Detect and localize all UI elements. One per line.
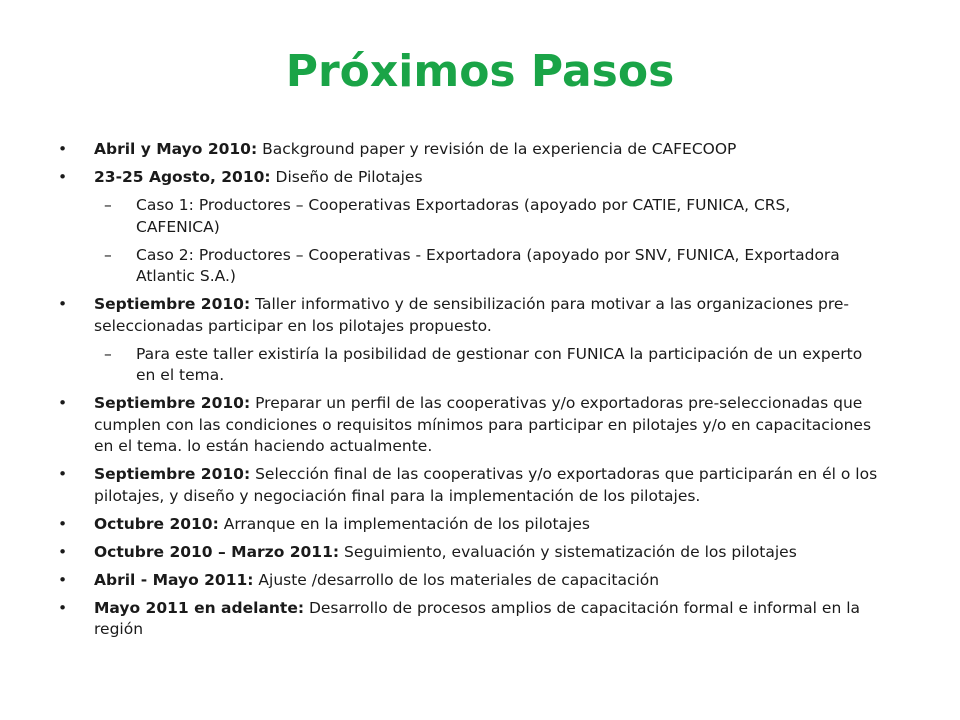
slide-title: Próximos Pasos	[285, 46, 675, 97]
bullet-marker: •	[58, 598, 68, 617]
sub-bullet-item	[58, 195, 878, 238]
bullet-text: Seguimiento, evaluación y sistematización de los pilotajes	[339, 542, 797, 561]
bullet-item	[58, 294, 878, 337]
bullet-marker: •	[58, 168, 68, 186]
bullet-item	[58, 393, 878, 458]
bullet-text: Arranque en la implementación de los pilotajes	[218, 514, 590, 533]
bullet-date: Abril - Mayo 2011:	[94, 570, 254, 589]
bullet-item	[58, 139, 878, 161]
bullet-date: Abril y Mayo 2010:	[94, 140, 258, 158]
bullet-marker: •	[58, 295, 68, 313]
bullet-marker: •	[58, 394, 68, 412]
bullet-item	[58, 598, 878, 641]
bullet-date: Octubre 2010 – Marzo 2011:	[94, 542, 340, 561]
bullet-marker: •	[58, 465, 68, 483]
bullet-item	[58, 570, 878, 592]
bullet-date: Septiembre 2010:	[94, 295, 251, 313]
bullet-text: Taller informativo y de sensibilización para motivar a las organizaciones pre-seleccionadas participar en los pilotajes propuesto.	[94, 295, 850, 335]
sub-bullet-marker: –	[104, 196, 112, 214]
bullet-marker: •	[58, 140, 68, 158]
bullet-text: Desarrollo de procesos amplios de capacitación formal e informal en la región	[94, 598, 861, 638]
bullet-item	[58, 167, 878, 189]
bullet-date: Mayo 2011 en adelante:	[94, 598, 305, 617]
bullet-marker: •	[58, 570, 68, 589]
sub-bullet-text: Caso 2: Productores – Cooperativas - Exportadora (apoyado por SNV, FUNICA, Exportadora Atlantic S.A.)	[136, 245, 840, 285]
bullet-marker: •	[58, 542, 68, 561]
sub-bullet-item	[58, 245, 878, 288]
sub-bullet-marker: –	[104, 344, 112, 363]
bullet-text: Diseño de Pilotajes	[270, 168, 423, 186]
bullet-date: Septiembre 2010:	[94, 465, 251, 483]
bullet-item	[58, 542, 878, 564]
bullet-item	[58, 514, 878, 536]
sub-bullet-text: Caso 1: Productores – Cooperativas Exportadoras (apoyado por CATIE, FUNICA, CRS, CAFENICA)	[136, 196, 791, 236]
sub-bullet-item	[58, 344, 878, 387]
bullet-date: Septiembre 2010:	[94, 394, 251, 412]
bullet-marker: •	[58, 514, 68, 533]
sub-bullet-text: Para este taller existiría la posibilidad de gestionar con FUNICA la participación de un experto en el tema.	[136, 344, 863, 384]
bullet-date: Octubre 2010:	[94, 514, 219, 533]
sub-bullet-marker: –	[104, 245, 112, 264]
bullet-text: Preparar un perfil de las cooperativas y/o exportadoras pre-seleccionadas que cumplen con las condiciones o requisitos mínimos para participar en pilotajes y/o en capacitaciones en el tema. lo están haciendo actualmente.	[94, 394, 872, 455]
bullet-text: Selección final de las cooperativas y/o exportadoras que participarán en él o los pilotajes, y diseño y negociación final para la implementación de los pilotajes.	[94, 465, 878, 505]
bullet-item	[58, 464, 878, 507]
bullet-list	[58, 139, 878, 647]
bullet-date: 23-25 Agosto, 2010:	[94, 168, 271, 186]
bullet-text: Background paper y revisión de la experiencia de CAFECOOP	[257, 140, 737, 158]
bullet-text: Ajuste /desarrollo de los materiales de capacitación	[253, 570, 660, 589]
